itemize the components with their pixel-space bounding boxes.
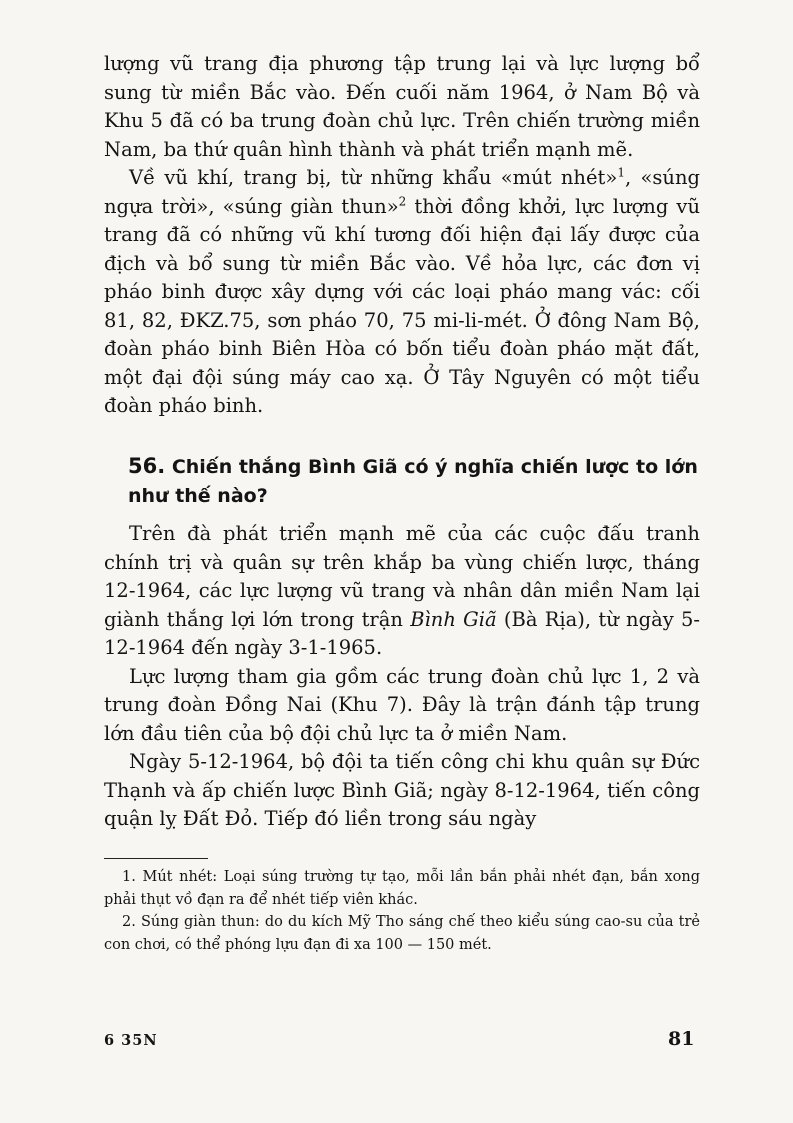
footnote-1: 1. Mút nhét: Loại súng trường tự tạo, mỗi lần bắn phải nhét đạn, bắn xong phải thụt vồ đạn ra để nhét tiếp viên khác. (104, 869, 700, 908)
footnote-rule (104, 858, 208, 859)
paragraph-attack: Ngày 5-12-1964, bộ đội ta tiến công chi khu quân sự Đức Thạnh và ấp chiến lược Bình Giã; ngày 8-12-1964, tiến công quận lỵ Đất Đỏ. Tiếp đó liền trong sáu ngày (104, 750, 700, 830)
weapons-text-a: Về vũ khí, trang bị, từ những khẩu «mút nhét» (129, 166, 618, 189)
paragraph-weapons (104, 164, 700, 421)
footnote-ref-2: 2 (398, 194, 407, 208)
weapons-text-c: thời đồng khởi, lực lượng vũ trang đã có những vũ khí tương đối hiện đại lấy được của địch và bổ sung từ miền Bắc vào. Về hỏa lực, các đơn vị pháo binh được xây dựng với các loại pháo mang vác: cối 81, 82, ĐKZ.75, sơn pháo 70, 75 mi-li-mét. Ở đông Nam Bộ, đoàn pháo binh Biên Hòa có bốn tiểu đoàn pháo mặt đất, một đại đội súng máy cao xạ. Ở Tây Nguyên có một tiểu đoàn pháo binh. (104, 194, 700, 417)
paragraph-continued: lượng vũ trang địa phương tập trung lại và lực lượng bổ sung từ miền Bắc vào. Đến cuối năm 1964, ở Nam Bộ và Khu 5 đã có ba trung đoàn chủ lực. Trên chiến trường miền Nam, ba thứ quân hình thành và phát triển mạnh mẽ. (104, 52, 700, 161)
footnotes (104, 866, 700, 956)
section-title: Chiến thắng Bình Giã có ý nghĩa chiến lược to lớn như thế nào? (128, 456, 698, 507)
footnote-2: 2. Súng giàn thun: do du kích Mỹ Tho sáng chế theo kiểu súng cao-su của trẻ con chơi, có thể phóng lựu đạn đi xa 100 — 150 mét. (104, 914, 700, 953)
section-number: 56. (128, 454, 166, 478)
footnote-ref-1: 1 (617, 165, 625, 180)
binh-gia-text-a: Trên đà phát triển mạnh mẽ của các cuộc đấu tranh chính trị và quân sự trên khắp ba vùng chiến lược, tháng 12-1964, các lực lượng vũ trang và nhân dân miền Nam lại giành thắng lợi lớn trong trận (104, 522, 700, 631)
top-text-block (104, 50, 700, 421)
paragraph-forces: Lực lượng tham gia gồm các trung đoàn chủ lực 1, 2 và trung đoàn Đồng Nai (Khu 7). Đây là trận đánh tập trung lớn đầu tiên của bộ đội chủ lực ta ở miền Nam. (104, 664, 700, 745)
binh-gia-text-b: (Bà Rịa), từ ngày 5-12-1964 đến ngày 3-1-1965. (104, 607, 700, 659)
paragraph-binh-gia (104, 520, 700, 663)
printer-signature: 6 35N (104, 1032, 158, 1049)
lower-text-block (104, 520, 700, 834)
weapons-text-b: , «súng ngựa trời», «súng giàn thun» (104, 166, 701, 218)
section-heading (128, 452, 700, 511)
binh-gia-emphasis: Bình Giã (410, 607, 497, 631)
page-number: 81 (668, 1028, 695, 1050)
